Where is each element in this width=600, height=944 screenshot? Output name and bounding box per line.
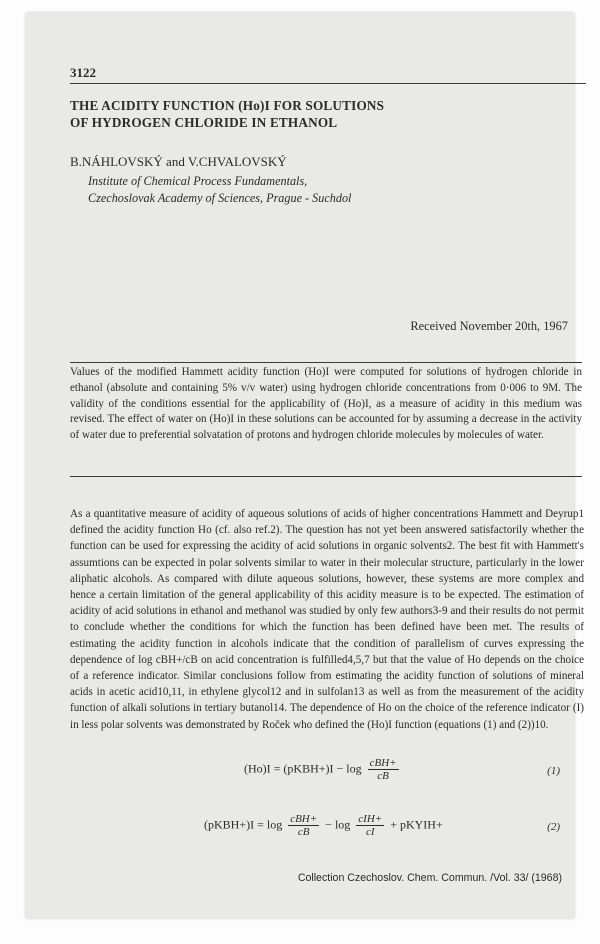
title-line-2: OF HYDROGEN CHLORIDE IN ETHANOL [70,115,338,130]
equation-2-tail: + pKYIH+ [390,817,443,832]
equation-2-numerator-2: cIH+ [358,813,383,825]
equation-2-denominator-1: cB [297,826,310,838]
affiliation-line-2: Czechoslovak Academy of Sciences, Prague - Suchdol [88,191,352,205]
abstract: Values of the modified Hammett acidity function (Ho)I were computed for solutions of hydrogen chloride in ethanol (absolute and containing 5% v/v water) using hydrogen chloride concentrations from 0·006 to 9M. The validity of the conditions essential for the applicability of (Ho)I, as a measure of acidity in this medium was revised. The effect of water on (Ho)I in these solutions can be accounted for by assuming a decrease in the activity of water due to preferential solvatation of protons and hydrogen chloride molecules by molecules of water. [70,366,582,442]
article-title [70,97,570,131]
journal-footer: Collection Czechoslov. Chem. Commun. /Vol. 33/ (1968) [297,872,562,884]
equation-1-lhs: (Ho)I = (pKBH+)I − log [244,761,362,776]
equation-2-fraction-1 [288,813,319,838]
journal-page [26,13,584,918]
affiliation-line-1: Institute of Chemical Process Fundamentals, [88,174,308,188]
authors: B.NÁHLOVSKÝ and V.CHVALOVSKÝ [70,154,287,169]
equation-1-numerator: cBH+ [369,757,397,769]
title-line-1: THE ACIDITY FUNCTION (Ho)I FOR SOLUTIONS [70,98,385,113]
equation-2-numerator-1: cBH+ [290,813,318,825]
received-date: Received November 20th, 1967 [410,319,568,333]
equation-1-denominator: cB [377,770,389,782]
equation-2-label: (2) [547,821,560,833]
affiliation [88,173,351,207]
body-paragraph: As a quantitative measure of acidity of aqueous solutions of acids of higher concentrations Hammett and Deyrup1 defined the acidity function Ho (cf. also ref.2). The question has not yet been answered satisfactorily whether the function can be used for expressing the acidity of acid solutions in organic solvents2. The best fit with Hammett's assumtions can be expected in polar solvents similar to water in their molecular structure, particularly in the lower aliphatic alcohols. As compared with dilute aqueous solutions, however, these systems are more complex and hence a certain limitation of the general applicability of this acidity measure is to be expected. The estimation of acidity of acid solutions in ethanol and methanol was studied by only few authors3-9 and their results do not permit to conclude whether the conditions for which the function has been defined have been met. The results of estimating the acidity function in alcohols indicate that the condition of parallelism of curves expressing the dependence of log cBH+/cB on acid concentration is fulfilled4,5,7 but that the value of Ho depends on the choice of a reference indicator. Similar conclusions follow from estimating the acidity function of solutions of mineral acids in acetic acid10,11, in ethylene glycol12 and in sulfolan13 as well as from the measurement of the acidity function of alkali solutions in tertiary butanol14. The dependence of Ho on the choice of the reference indicator (I) in less polar solvents was demonstrated by Roček who defined the (Ho)I function (equations (1) and (2))10. [70,508,584,731]
abstract-top-rule [70,362,582,363]
equation-2-fraction-2 [356,813,384,838]
abstract-bottom-rule [70,476,582,477]
equation-1-label: (1) [547,765,560,777]
page-number: 3122 [70,65,96,80]
equation-2-lhs: (pKBH+)I = log [204,817,283,832]
equation-2-denominator-2: cI [365,826,375,838]
equation-1-fraction [368,757,399,782]
equation-2-mid: − log [325,817,351,832]
header-rule [70,83,586,84]
